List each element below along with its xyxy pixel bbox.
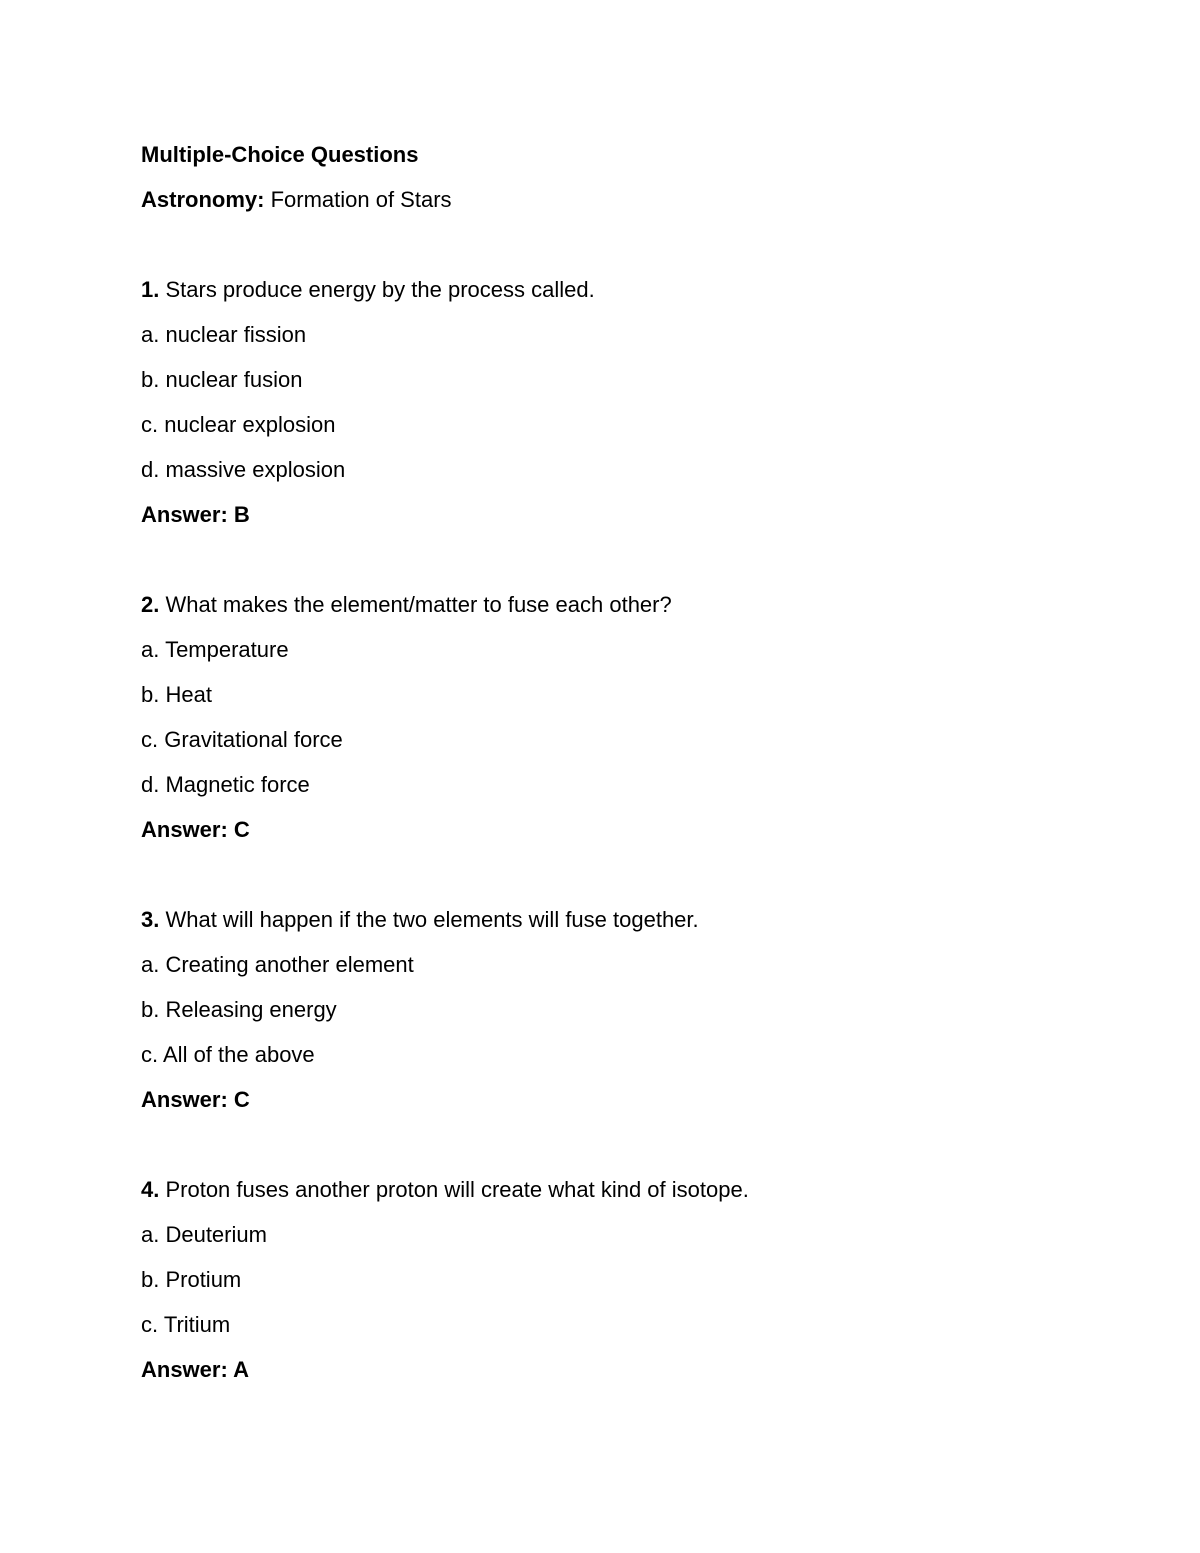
question-text: What makes the element/matter to fuse each other? [159, 592, 672, 617]
answer-value: C [233, 1087, 250, 1112]
answer-option: d. massive explosion [141, 457, 346, 482]
answer-option: d. Magnetic force [141, 772, 310, 797]
answer-key-line [141, 1355, 1101, 1385]
question-text-line [141, 905, 1101, 935]
question-number: 3. [141, 907, 160, 932]
question-text-line [141, 1175, 1101, 1205]
question-spacer [141, 860, 1101, 905]
answer-option: c. Gravitational force [141, 727, 343, 752]
question-block [141, 275, 1101, 530]
subject-topic: Formation of Stars [264, 187, 452, 212]
question-text: Proton fuses another proton will create what kind of isotope. [159, 1177, 749, 1202]
answer-label: Answer: [141, 1357, 234, 1382]
answer-label: Answer: [141, 502, 234, 527]
answer-option: a. Creating another element [141, 952, 414, 977]
answer-option: c. nuclear explosion [141, 412, 336, 437]
answer-option: c. Tritium [141, 1312, 231, 1337]
question-spacer [141, 1130, 1101, 1175]
question-text-line [141, 590, 1101, 620]
question-text: What will happen if the two elements will fuse together. [159, 907, 699, 932]
question-number: 2. [141, 592, 160, 617]
answer-value: B [233, 502, 250, 527]
answer-option: b. Releasing energy [141, 997, 337, 1022]
question-text: Stars produce energy by the process called. [159, 277, 595, 302]
question-block [141, 1175, 1101, 1385]
document-title: Multiple-Choice Questions [141, 142, 419, 167]
question-number: 1. [141, 277, 160, 302]
answer-option: a. Temperature [141, 637, 289, 662]
answer-key-line [141, 500, 1101, 530]
answer-option: c. All of the above [141, 1042, 315, 1067]
question-text-line [141, 275, 1101, 305]
question-list [141, 230, 1101, 1385]
answer-label: Answer: [141, 817, 234, 842]
subject-label: Astronomy: [141, 187, 265, 212]
question-block [141, 590, 1101, 845]
answer-value: A [233, 1357, 249, 1382]
question-spacer [141, 545, 1101, 590]
subject-line [141, 185, 1101, 215]
question-block [141, 905, 1101, 1115]
answer-option: b. nuclear fusion [141, 367, 303, 392]
answer-value: C [233, 817, 250, 842]
answer-key-line [141, 1085, 1101, 1115]
question-number: 4. [141, 1177, 160, 1202]
answer-option: a. Deuterium [141, 1222, 267, 1247]
answer-key-line [141, 815, 1101, 845]
answer-option: b. Heat [141, 682, 212, 707]
answer-label: Answer: [141, 1087, 234, 1112]
document-page [141, 140, 1101, 1400]
answer-option: b. Protium [141, 1267, 242, 1292]
answer-option: a. nuclear fission [141, 322, 307, 347]
question-spacer [141, 230, 1101, 275]
